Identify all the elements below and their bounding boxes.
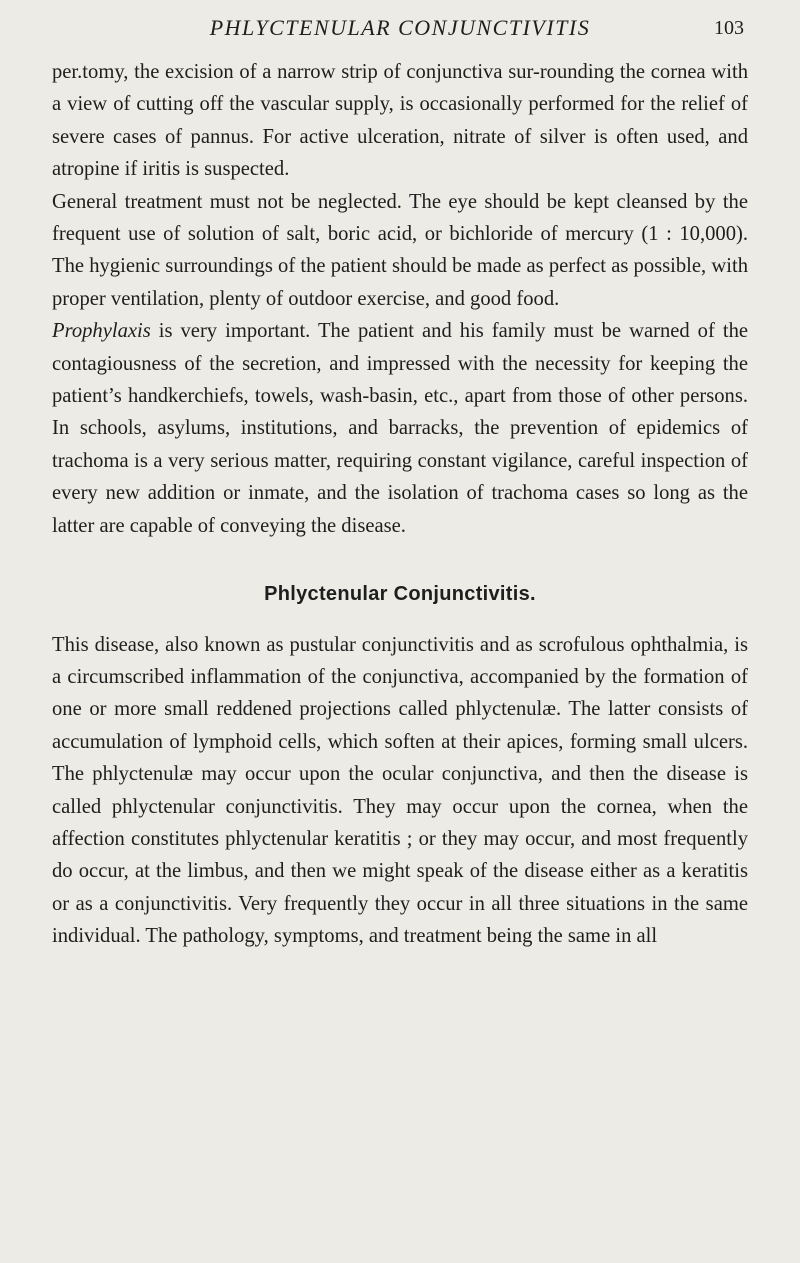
prophylaxis-text: is very important. The patient and his family must be warned of the contagiousness of the secretion, and impressed with the necessity for keeping the patient’s handkerchiefs, towels, wash-basin, etc., apart from those of other persons. In schools, asylums, institutions, and barracks, the prevention of epidemics of trachoma is a very serious matter, requiring constant vigilance, careful inspection of every new addition or inmate, and the isolation of trachoma cases so long as the latter are capable of conveying the disease. (52, 320, 748, 537)
paragraph-phlyctenular-definition: This disease, also known as pustular conjunctivitis and as scrofulous ophthalmia, is a circumscribed inflammation of the conjunctiva, accompanied by the formation of one or more small reddened projections called phlyctenulæ. The latter consists of accumulation of lymphoid cells, which soften at their apices, forming small ulcers. The phlyctenulæ may occur upon the ocular conjunctiva, and then the disease is called phlyctenular conjunctivitis. They may occur upon the cornea, when the affection constitutes phlyctenular keratitis ; or they may occur, and most frequently do occur, at the limbus, and then we might speak of the disease either as a keratitis or as a conjunctivitis. Very frequently they occur in all three situations in the same individual. The pathology, symptoms, and treatment being the same in all (52, 633, 748, 948)
running-title: PHLYCTENULAR CONJUNCTIVITIS (209, 15, 591, 40)
prophylaxis-lead: Prophylaxis (52, 320, 151, 343)
paragraph-peritomy: per.tomy, the excision of a narrow strip of conjunctiva sur-rounding the cornea with a view of cutting off the vascular supply, is occasionally performed for the relief of severe cases of pannus. For active ulceration, nitrate of silver is often used, and atropine if iritis is suspected. (52, 61, 748, 181)
paragraph-general-treatment: General treatment must not be neglected. The eye should be kept cleansed by the frequent use of solution of salt, boric acid, or bichloride of mercury (1 : 10,000). The hygienic surroundings of the patient should be made as perfect as possible, with proper ventilation, plenty of outdoor exercise, and good food. (52, 190, 748, 310)
page-number: 103 (714, 17, 744, 39)
running-head (52, 10, 748, 46)
section-heading: Phlyctenular Conjunctivitis. (264, 583, 536, 606)
body-text (52, 56, 748, 953)
paragraph-prophylaxis (52, 315, 748, 542)
